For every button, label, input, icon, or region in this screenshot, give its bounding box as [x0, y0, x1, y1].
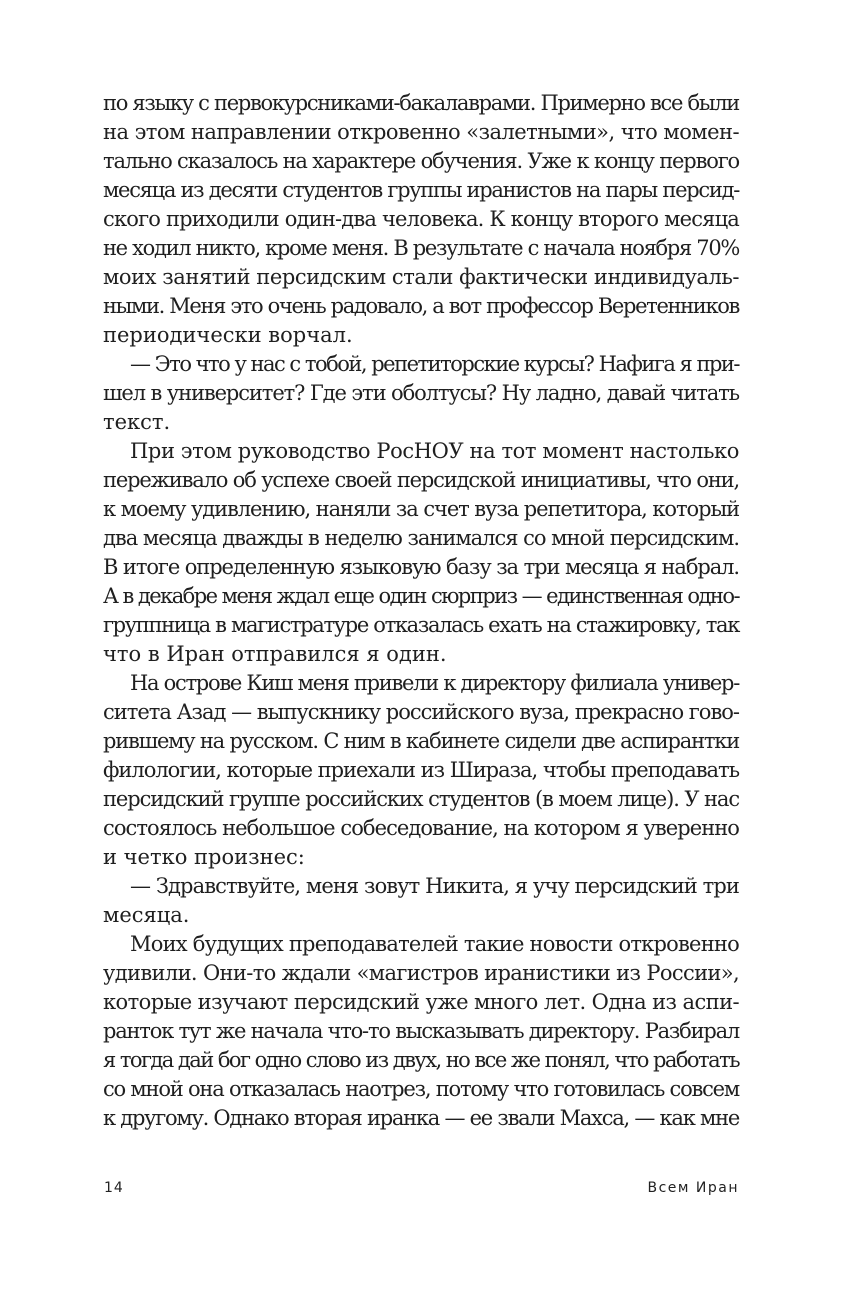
text-line: Моих будущих преподавателей такие новости откровенно [130, 932, 739, 956]
text-line: месяца. [103, 903, 190, 927]
text-line: ными. Меня это очень радовало, а вот профессор Веретенников [103, 294, 739, 318]
text-line: два месяца дважды в неделю занимался со мной персидским. [103, 526, 739, 550]
text-line: я тогда дай бог одно слово из двух, но все же понял, что работать [103, 1048, 739, 1072]
page-number: 14 [104, 1180, 124, 1196]
text-line: А в декабре меня ждал еще один сюрприз — единственная одно- [103, 584, 739, 608]
text-line: что в Иран отправился я один. [103, 642, 447, 666]
text-line: со мной она отказалась наотрез, потому что готовилась совсем [103, 1077, 740, 1101]
text-line: моих занятий персидским стали фактически индивидуаль- [103, 265, 740, 289]
text-line: филологии, которые приехали из Шираза, чтобы преподавать [103, 758, 739, 782]
text-line: удивили. Они-то ждали «магистров иранистики из России», [103, 961, 740, 985]
text-line: месяца из десяти студентов группы иранистов на пары персид- [103, 178, 740, 202]
text-line: к другому. Однако вторая иранка — ее звали Махса, — как мне [103, 1106, 739, 1130]
text-line: На острове Киш меня привели к директору филиала универ- [130, 671, 740, 695]
text-line: не ходил никто, кроме меня. В результате с начала ноября 70% [103, 236, 740, 260]
text-line: ского приходили один-два человека. К концу второго месяца [103, 207, 739, 231]
text-line: В итоге определенную языковую базу за три месяца я набрал. [103, 555, 740, 579]
text-line: персидский группе российских студентов (в моем лице). У нас [103, 787, 740, 811]
text-line: и четко произнес: [103, 845, 305, 869]
text-line: рившему на русском. С ним в кабинете сидели две аспирантки [103, 729, 739, 753]
text-line: состоялось небольшое собеседование, на котором я уверенно [103, 816, 740, 840]
body-text [103, 89, 739, 1133]
text-line: по языку с первокурсниками-бакалаврами. Примерно все были [103, 91, 739, 115]
text-line: группница в магистратуре отказалась ехать на стажировку, так [103, 613, 740, 637]
text-line: ситета Азад — выпускнику российского вуза, прекрасно гово- [103, 700, 740, 724]
text-line: ранток тут же начала что-то высказывать директору. Разбирал [103, 1019, 739, 1043]
text-line: — Здравствуйте, меня зовут Никита, я учу персидский три [130, 874, 739, 898]
text-line: к моему удивлению, наняли за счет вуза репетитора, который [103, 497, 740, 521]
text-line: тально сказалось на характере обучения. Уже к концу первого [103, 149, 740, 173]
text-line: текст. [103, 410, 171, 434]
text-line: на этом направлении откровенно «залетными», что момен- [103, 120, 739, 144]
text-line: При этом руководство РосНОУ на тот момент настолько [130, 439, 740, 463]
text-line: периодически ворчал. [103, 323, 353, 347]
text-line: — Это что у нас с тобой, репетиторские курсы? Нафига я при- [130, 352, 739, 376]
running-title: Всем Иран [647, 1180, 739, 1196]
text-line: переживало об успехе своей персидской инициативы, что они, [103, 468, 739, 492]
text-line: которые изучают персидский уже много лет. Одна из аспи- [103, 990, 739, 1014]
text-line: шел в университет? Где эти оболтусы? Ну ладно, давай читать [103, 381, 739, 405]
